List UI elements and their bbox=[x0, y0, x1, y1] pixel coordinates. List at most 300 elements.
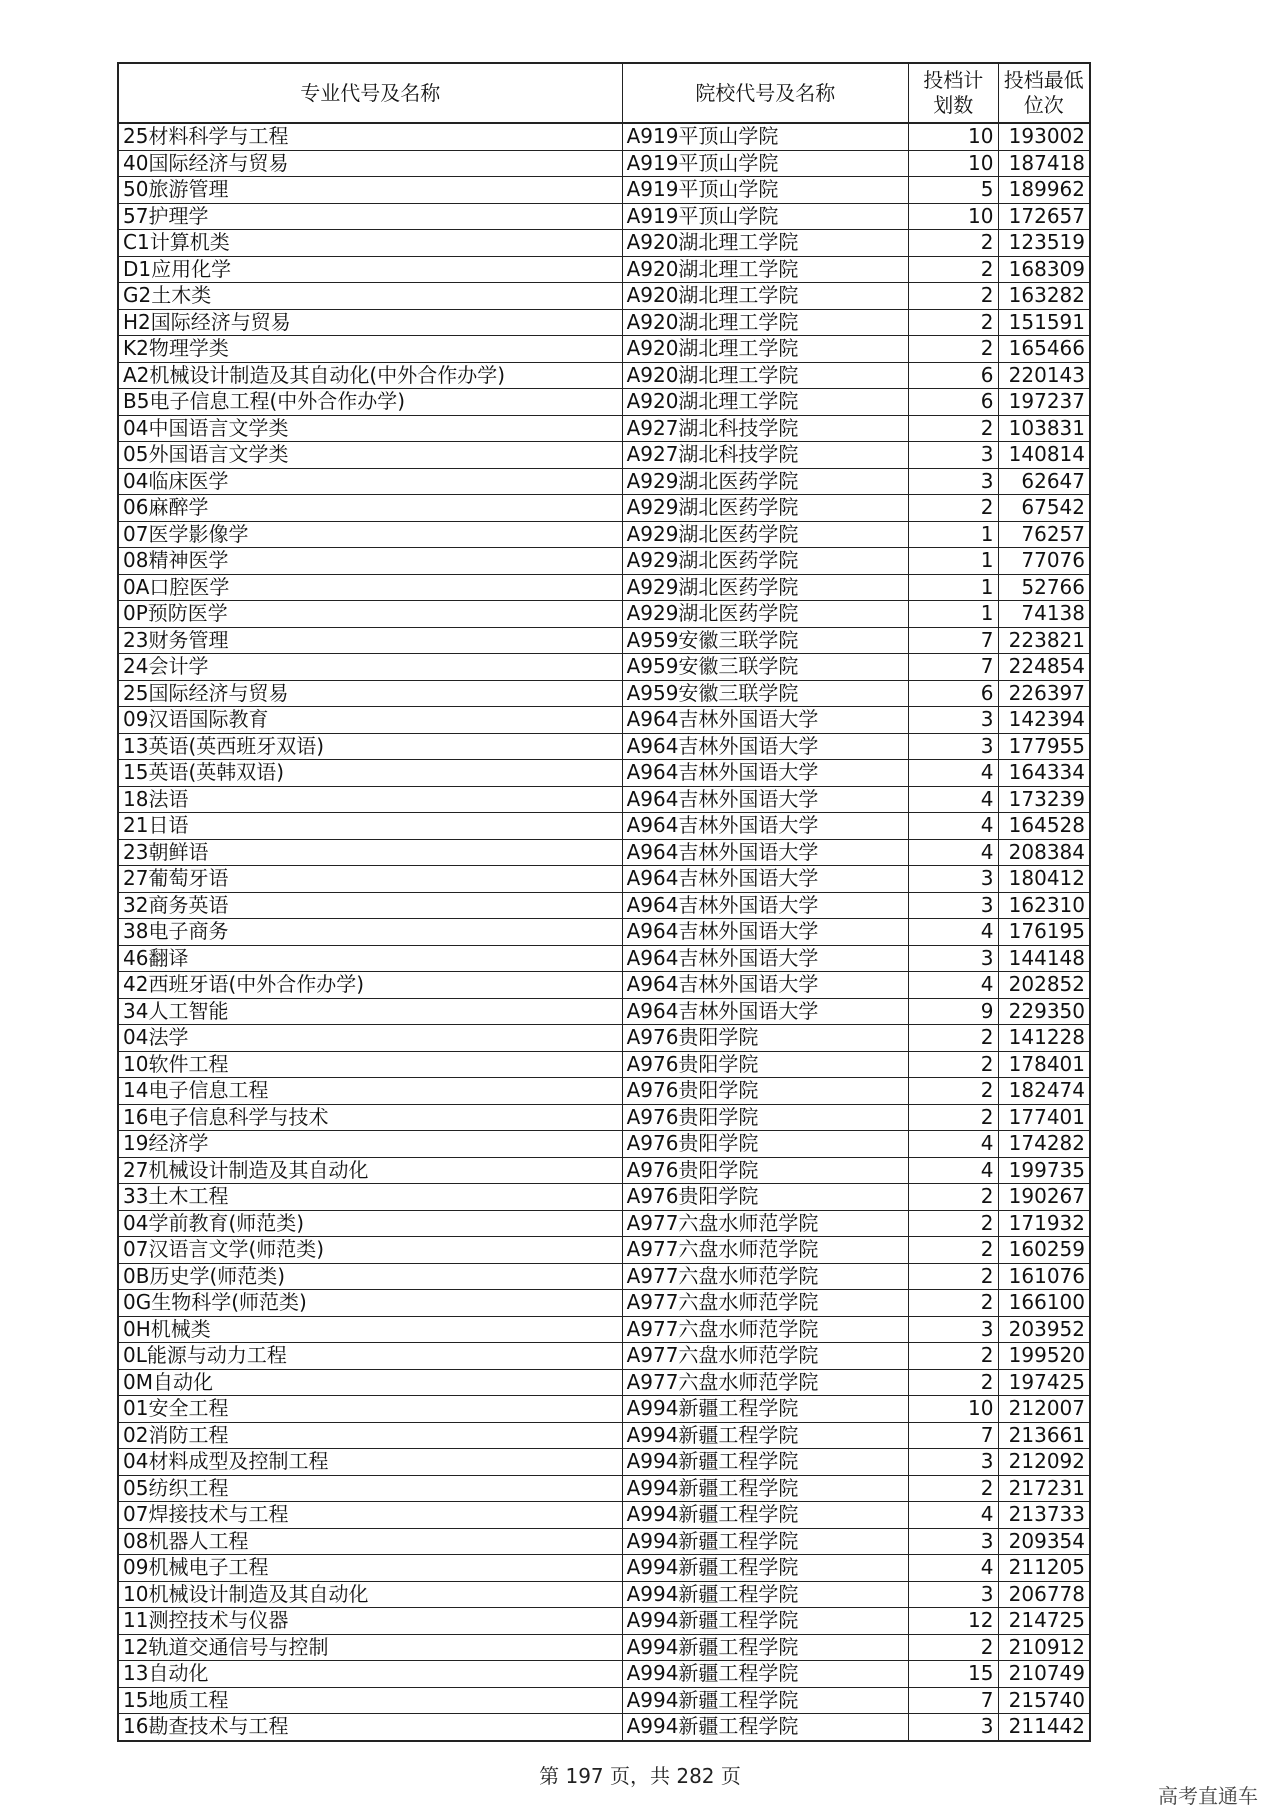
cell-major: 07医学影像学 bbox=[118, 521, 622, 548]
cell-school: A964吉林外国语大学 bbox=[622, 945, 908, 972]
cell-school: A919平顶山学院 bbox=[622, 123, 908, 150]
table-row bbox=[118, 839, 1090, 866]
cell-major: 08机器人工程 bbox=[118, 1528, 622, 1555]
cell-school: A976贵阳学院 bbox=[622, 1184, 908, 1211]
table-row bbox=[118, 1528, 1090, 1555]
cell-school: A994新疆工程学院 bbox=[622, 1634, 908, 1661]
cell-major: 09机械电子工程 bbox=[118, 1555, 622, 1582]
cell-plan: 3 bbox=[909, 1581, 998, 1608]
cell-major: 24会计学 bbox=[118, 654, 622, 681]
table-row bbox=[118, 972, 1090, 999]
cell-major: 0M自动化 bbox=[118, 1369, 622, 1396]
cell-major: 27机械设计制造及其自动化 bbox=[118, 1157, 622, 1184]
cell-school: A976贵阳学院 bbox=[622, 1131, 908, 1158]
cell-rank: 215740 bbox=[998, 1687, 1090, 1714]
table-row bbox=[118, 468, 1090, 495]
table-row bbox=[118, 415, 1090, 442]
cell-rank: 178401 bbox=[998, 1051, 1090, 1078]
cell-plan: 4 bbox=[909, 919, 998, 946]
table-row bbox=[118, 1581, 1090, 1608]
table-row bbox=[118, 1661, 1090, 1688]
cell-major: 40国际经济与贸易 bbox=[118, 150, 622, 177]
cell-major: 10软件工程 bbox=[118, 1051, 622, 1078]
cell-rank: 182474 bbox=[998, 1078, 1090, 1105]
cell-plan: 2 bbox=[909, 1237, 998, 1264]
cell-plan: 2 bbox=[909, 256, 998, 283]
table-row bbox=[118, 548, 1090, 575]
cell-rank: 165466 bbox=[998, 336, 1090, 363]
cell-rank: 160259 bbox=[998, 1237, 1090, 1264]
cell-major: 57护理学 bbox=[118, 203, 622, 230]
cell-school: A929湖北医药学院 bbox=[622, 601, 908, 628]
cell-major: K2物理学类 bbox=[118, 336, 622, 363]
table-row bbox=[118, 760, 1090, 787]
cell-plan: 4 bbox=[909, 1555, 998, 1582]
cell-school: A959安徽三联学院 bbox=[622, 680, 908, 707]
cell-plan: 7 bbox=[909, 1687, 998, 1714]
table-row bbox=[118, 150, 1090, 177]
cell-plan: 4 bbox=[909, 786, 998, 813]
cell-rank: 177955 bbox=[998, 733, 1090, 760]
cell-major: 04材料成型及控制工程 bbox=[118, 1449, 622, 1476]
cell-plan: 4 bbox=[909, 813, 998, 840]
cell-school: A977六盘水师范学院 bbox=[622, 1316, 908, 1343]
cell-school: A976贵阳学院 bbox=[622, 1051, 908, 1078]
header-school: 院校代号及名称 bbox=[622, 63, 908, 123]
cell-rank: 141228 bbox=[998, 1025, 1090, 1052]
cell-plan: 10 bbox=[909, 203, 998, 230]
cell-major: C1计算机类 bbox=[118, 230, 622, 257]
table-row bbox=[118, 1157, 1090, 1184]
cell-plan: 4 bbox=[909, 972, 998, 999]
cell-major: H2国际经济与贸易 bbox=[118, 309, 622, 336]
cell-school: A994新疆工程学院 bbox=[622, 1608, 908, 1635]
cell-rank: 173239 bbox=[998, 786, 1090, 813]
table-row bbox=[118, 123, 1090, 150]
cell-school: A964吉林外国语大学 bbox=[622, 733, 908, 760]
table-row bbox=[118, 680, 1090, 707]
cell-plan: 3 bbox=[909, 442, 998, 469]
table-row bbox=[118, 998, 1090, 1025]
cell-school: A919平顶山学院 bbox=[622, 150, 908, 177]
cell-major: 04临床医学 bbox=[118, 468, 622, 495]
cell-plan: 10 bbox=[909, 150, 998, 177]
table-row bbox=[118, 362, 1090, 389]
table-row bbox=[118, 654, 1090, 681]
cell-school: A994新疆工程学院 bbox=[622, 1555, 908, 1582]
cell-rank: 217231 bbox=[998, 1475, 1090, 1502]
cell-school: A920湖北理工学院 bbox=[622, 309, 908, 336]
table-row bbox=[118, 256, 1090, 283]
cell-major: A2机械设计制造及其自动化(中外合作办学) bbox=[118, 362, 622, 389]
table-row bbox=[118, 919, 1090, 946]
cell-rank: 220143 bbox=[998, 362, 1090, 389]
cell-school: A964吉林外国语大学 bbox=[622, 760, 908, 787]
cell-plan: 3 bbox=[909, 945, 998, 972]
cell-school: A977六盘水师范学院 bbox=[622, 1263, 908, 1290]
table-row bbox=[118, 1343, 1090, 1370]
cell-plan: 3 bbox=[909, 733, 998, 760]
cell-major: 23朝鲜语 bbox=[118, 839, 622, 866]
cell-rank: 224854 bbox=[998, 654, 1090, 681]
cell-school: A994新疆工程学院 bbox=[622, 1714, 908, 1741]
header-rank-line2: 位次 bbox=[1023, 93, 1064, 117]
cell-major: 0L能源与动力工程 bbox=[118, 1343, 622, 1370]
cell-school: A994新疆工程学院 bbox=[622, 1687, 908, 1714]
cell-major: 0P预防医学 bbox=[118, 601, 622, 628]
cell-school: A964吉林外国语大学 bbox=[622, 998, 908, 1025]
cell-major: 14电子信息工程 bbox=[118, 1078, 622, 1105]
cell-rank: 62647 bbox=[998, 468, 1090, 495]
table-row bbox=[118, 389, 1090, 416]
table-row bbox=[118, 177, 1090, 204]
table-row bbox=[118, 1449, 1090, 1476]
cell-rank: 226397 bbox=[998, 680, 1090, 707]
cell-plan: 2 bbox=[909, 1051, 998, 1078]
table-row bbox=[118, 892, 1090, 919]
table-row bbox=[118, 1555, 1090, 1582]
cell-rank: 144148 bbox=[998, 945, 1090, 972]
cell-school: A920湖北理工学院 bbox=[622, 362, 908, 389]
cell-rank: 140814 bbox=[998, 442, 1090, 469]
cell-rank: 199520 bbox=[998, 1343, 1090, 1370]
cell-plan: 3 bbox=[909, 1528, 998, 1555]
cell-school: A927湖北科技学院 bbox=[622, 415, 908, 442]
cell-school: A977六盘水师范学院 bbox=[622, 1210, 908, 1237]
cell-major: 50旅游管理 bbox=[118, 177, 622, 204]
cell-school: A964吉林外国语大学 bbox=[622, 919, 908, 946]
watermark-text: 高考直通车 bbox=[1158, 1784, 1258, 1808]
cell-school: A964吉林外国语大学 bbox=[622, 892, 908, 919]
table-row bbox=[118, 601, 1090, 628]
cell-rank: 162310 bbox=[998, 892, 1090, 919]
cell-school: A929湖北医药学院 bbox=[622, 495, 908, 522]
cell-major: 01安全工程 bbox=[118, 1396, 622, 1423]
cell-school: A994新疆工程学院 bbox=[622, 1422, 908, 1449]
cell-major: 05纺织工程 bbox=[118, 1475, 622, 1502]
cell-school: A920湖北理工学院 bbox=[622, 256, 908, 283]
cell-plan: 2 bbox=[909, 1210, 998, 1237]
cell-rank: 199735 bbox=[998, 1157, 1090, 1184]
cell-plan: 4 bbox=[909, 1131, 998, 1158]
cell-rank: 212092 bbox=[998, 1449, 1090, 1476]
cell-rank: 187418 bbox=[998, 150, 1090, 177]
cell-school: A977六盘水师范学院 bbox=[622, 1290, 908, 1317]
cell-school: A964吉林外国语大学 bbox=[622, 866, 908, 893]
cell-school: A994新疆工程学院 bbox=[622, 1581, 908, 1608]
cell-rank: 214725 bbox=[998, 1608, 1090, 1635]
cell-plan: 7 bbox=[909, 1422, 998, 1449]
cell-major: 05外国语言文学类 bbox=[118, 442, 622, 469]
table-row bbox=[118, 574, 1090, 601]
cell-rank: 164334 bbox=[998, 760, 1090, 787]
cell-major: 15地质工程 bbox=[118, 1687, 622, 1714]
cell-school: A994新疆工程学院 bbox=[622, 1475, 908, 1502]
cell-school: A964吉林外国语大学 bbox=[622, 813, 908, 840]
cell-school: A994新疆工程学院 bbox=[622, 1528, 908, 1555]
cell-major: 07焊接技术与工程 bbox=[118, 1502, 622, 1529]
cell-plan: 2 bbox=[909, 283, 998, 310]
table-row bbox=[118, 1025, 1090, 1052]
cell-plan: 9 bbox=[909, 998, 998, 1025]
table-row bbox=[118, 1634, 1090, 1661]
cell-major: 09汉语国际教育 bbox=[118, 707, 622, 734]
cell-rank: 164528 bbox=[998, 813, 1090, 840]
cell-rank: 203952 bbox=[998, 1316, 1090, 1343]
cell-school: A976贵阳学院 bbox=[622, 1025, 908, 1052]
cell-school: A994新疆工程学院 bbox=[622, 1661, 908, 1688]
cell-rank: 193002 bbox=[998, 123, 1090, 150]
cell-plan: 2 bbox=[909, 1025, 998, 1052]
header-plan bbox=[909, 63, 998, 123]
cell-rank: 74138 bbox=[998, 601, 1090, 628]
cell-school: A959安徽三联学院 bbox=[622, 654, 908, 681]
cell-school: A964吉林外国语大学 bbox=[622, 786, 908, 813]
cell-major: 11测控技术与仪器 bbox=[118, 1608, 622, 1635]
cell-major: 32商务英语 bbox=[118, 892, 622, 919]
table-row bbox=[118, 203, 1090, 230]
cell-rank: 210912 bbox=[998, 1634, 1090, 1661]
cell-major: 10机械设计制造及其自动化 bbox=[118, 1581, 622, 1608]
table-row bbox=[118, 866, 1090, 893]
cell-rank: 213733 bbox=[998, 1502, 1090, 1529]
cell-plan: 7 bbox=[909, 627, 998, 654]
cell-plan: 3 bbox=[909, 1316, 998, 1343]
cell-school: A977六盘水师范学院 bbox=[622, 1343, 908, 1370]
table-row bbox=[118, 495, 1090, 522]
cell-major: G2土木类 bbox=[118, 283, 622, 310]
cell-major: 06麻醉学 bbox=[118, 495, 622, 522]
header-plan-line1: 投档计 bbox=[923, 68, 984, 92]
cell-rank: 208384 bbox=[998, 839, 1090, 866]
cell-plan: 3 bbox=[909, 1714, 998, 1741]
cell-major: 07汉语言文学(师范类) bbox=[118, 1237, 622, 1264]
cell-plan: 10 bbox=[909, 1396, 998, 1423]
cell-plan: 4 bbox=[909, 1157, 998, 1184]
cell-rank: 211205 bbox=[998, 1555, 1090, 1582]
cell-major: 27葡萄牙语 bbox=[118, 866, 622, 893]
cell-major: 15英语(英韩双语) bbox=[118, 760, 622, 787]
table-row bbox=[118, 442, 1090, 469]
cell-plan: 15 bbox=[909, 1661, 998, 1688]
cell-rank: 223821 bbox=[998, 627, 1090, 654]
cell-school: A964吉林外国语大学 bbox=[622, 839, 908, 866]
table-row bbox=[118, 336, 1090, 363]
table-row bbox=[118, 707, 1090, 734]
table-row bbox=[118, 1714, 1090, 1741]
cell-rank: 197237 bbox=[998, 389, 1090, 416]
cell-major: 16勘查技术与工程 bbox=[118, 1714, 622, 1741]
cell-rank: 172657 bbox=[998, 203, 1090, 230]
table-row bbox=[118, 1475, 1090, 1502]
header-rank-line1: 投档最低 bbox=[1003, 68, 1084, 92]
cell-plan: 1 bbox=[909, 521, 998, 548]
cell-rank: 177401 bbox=[998, 1104, 1090, 1131]
cell-plan: 2 bbox=[909, 1369, 998, 1396]
cell-plan: 3 bbox=[909, 468, 998, 495]
cell-plan: 3 bbox=[909, 1449, 998, 1476]
table-row bbox=[118, 309, 1090, 336]
cell-major: 02消防工程 bbox=[118, 1422, 622, 1449]
cell-rank: 209354 bbox=[998, 1528, 1090, 1555]
cell-major: 23财务管理 bbox=[118, 627, 622, 654]
cell-major: 18法语 bbox=[118, 786, 622, 813]
cell-plan: 2 bbox=[909, 230, 998, 257]
cell-plan: 6 bbox=[909, 389, 998, 416]
cell-rank: 67542 bbox=[998, 495, 1090, 522]
table-header bbox=[118, 63, 1090, 123]
header-plan-line2: 划数 bbox=[933, 93, 974, 117]
table-row bbox=[118, 1687, 1090, 1714]
cell-school: A920湖北理工学院 bbox=[622, 336, 908, 363]
cell-plan: 2 bbox=[909, 1263, 998, 1290]
cell-plan: 1 bbox=[909, 574, 998, 601]
cell-plan: 4 bbox=[909, 1502, 998, 1529]
cell-major: 04法学 bbox=[118, 1025, 622, 1052]
cell-rank: 77076 bbox=[998, 548, 1090, 575]
cell-school: A920湖北理工学院 bbox=[622, 230, 908, 257]
cell-school: A977六盘水师范学院 bbox=[622, 1369, 908, 1396]
cell-school: A929湖北医药学院 bbox=[622, 574, 908, 601]
cell-plan: 6 bbox=[909, 362, 998, 389]
cell-rank: 174282 bbox=[998, 1131, 1090, 1158]
cell-rank: 189962 bbox=[998, 177, 1090, 204]
cell-school: A919平顶山学院 bbox=[622, 177, 908, 204]
cell-major: 33土木工程 bbox=[118, 1184, 622, 1211]
cell-plan: 10 bbox=[909, 123, 998, 150]
cell-school: A919平顶山学院 bbox=[622, 203, 908, 230]
cell-plan: 2 bbox=[909, 1078, 998, 1105]
cell-rank: 212007 bbox=[998, 1396, 1090, 1423]
cell-major: 46翻译 bbox=[118, 945, 622, 972]
cell-rank: 171932 bbox=[998, 1210, 1090, 1237]
cell-plan: 2 bbox=[909, 1184, 998, 1211]
page-number: 第 197 页，共 282 页 bbox=[539, 1764, 741, 1788]
table-row bbox=[118, 1078, 1090, 1105]
table-row bbox=[118, 1316, 1090, 1343]
table-row bbox=[118, 283, 1090, 310]
cell-rank: 166100 bbox=[998, 1290, 1090, 1317]
cell-plan: 3 bbox=[909, 866, 998, 893]
cell-major: 0G生物科学(师范类) bbox=[118, 1290, 622, 1317]
cell-plan: 7 bbox=[909, 654, 998, 681]
cell-major: 04学前教育(师范类) bbox=[118, 1210, 622, 1237]
cell-major: 04中国语言文学类 bbox=[118, 415, 622, 442]
header-row bbox=[118, 63, 1090, 123]
table-row bbox=[118, 1184, 1090, 1211]
cell-major: 25国际经济与贸易 bbox=[118, 680, 622, 707]
cell-plan: 2 bbox=[909, 1343, 998, 1370]
table-row bbox=[118, 1210, 1090, 1237]
cell-school: A976贵阳学院 bbox=[622, 1078, 908, 1105]
table-row bbox=[118, 627, 1090, 654]
cell-rank: 142394 bbox=[998, 707, 1090, 734]
cell-rank: 161076 bbox=[998, 1263, 1090, 1290]
cell-school: A976贵阳学院 bbox=[622, 1104, 908, 1131]
cell-plan: 2 bbox=[909, 336, 998, 363]
cell-rank: 190267 bbox=[998, 1184, 1090, 1211]
table-row bbox=[118, 786, 1090, 813]
cell-school: A994新疆工程学院 bbox=[622, 1502, 908, 1529]
cell-rank: 213661 bbox=[998, 1422, 1090, 1449]
cell-plan: 3 bbox=[909, 892, 998, 919]
table-row bbox=[118, 1263, 1090, 1290]
cell-major: 13英语(英西班牙双语) bbox=[118, 733, 622, 760]
cell-rank: 168309 bbox=[998, 256, 1090, 283]
cell-plan: 5 bbox=[909, 177, 998, 204]
cell-school: A920湖北理工学院 bbox=[622, 283, 908, 310]
cell-rank: 206778 bbox=[998, 1581, 1090, 1608]
cell-school: A964吉林外国语大学 bbox=[622, 972, 908, 999]
cell-plan: 2 bbox=[909, 309, 998, 336]
cell-rank: 229350 bbox=[998, 998, 1090, 1025]
cell-major: D1应用化学 bbox=[118, 256, 622, 283]
cell-rank: 176195 bbox=[998, 919, 1090, 946]
cell-school: A920湖北理工学院 bbox=[622, 389, 908, 416]
cell-rank: 210749 bbox=[998, 1661, 1090, 1688]
cell-major: 25材料科学与工程 bbox=[118, 123, 622, 150]
cell-major: 21日语 bbox=[118, 813, 622, 840]
cell-plan: 2 bbox=[909, 415, 998, 442]
cell-rank: 202852 bbox=[998, 972, 1090, 999]
cell-major: 0B历史学(师范类) bbox=[118, 1263, 622, 1290]
table-body bbox=[118, 123, 1090, 1741]
cell-rank: 180412 bbox=[998, 866, 1090, 893]
table-row bbox=[118, 1608, 1090, 1635]
cell-plan: 2 bbox=[909, 495, 998, 522]
cell-school: A976贵阳学院 bbox=[622, 1157, 908, 1184]
table-row bbox=[118, 1396, 1090, 1423]
cell-major: 16电子信息科学与技术 bbox=[118, 1104, 622, 1131]
cell-rank: 103831 bbox=[998, 415, 1090, 442]
cell-plan: 4 bbox=[909, 839, 998, 866]
cell-plan: 12 bbox=[909, 1608, 998, 1635]
cell-rank: 197425 bbox=[998, 1369, 1090, 1396]
cell-plan: 1 bbox=[909, 548, 998, 575]
header-rank bbox=[998, 63, 1090, 123]
cell-plan: 2 bbox=[909, 1104, 998, 1131]
cell-major: 12轨道交通信号与控制 bbox=[118, 1634, 622, 1661]
cell-plan: 1 bbox=[909, 601, 998, 628]
table-row bbox=[118, 1290, 1090, 1317]
cell-major: B5电子信息工程(中外合作办学) bbox=[118, 389, 622, 416]
cell-rank: 163282 bbox=[998, 283, 1090, 310]
cell-major: 13自动化 bbox=[118, 1661, 622, 1688]
cell-major: 38电子商务 bbox=[118, 919, 622, 946]
table-row bbox=[118, 1502, 1090, 1529]
cell-school: A959安徽三联学院 bbox=[622, 627, 908, 654]
cell-school: A929湖北医药学院 bbox=[622, 521, 908, 548]
header-major: 专业代号及名称 bbox=[118, 63, 622, 123]
cell-major: 0A口腔医学 bbox=[118, 574, 622, 601]
cell-school: A927湖北科技学院 bbox=[622, 442, 908, 469]
cell-school: A994新疆工程学院 bbox=[622, 1396, 908, 1423]
cell-major: 0H机械类 bbox=[118, 1316, 622, 1343]
table-row bbox=[118, 1237, 1090, 1264]
cell-school: A929湖北医药学院 bbox=[622, 468, 908, 495]
cell-plan: 2 bbox=[909, 1475, 998, 1502]
cell-rank: 123519 bbox=[998, 230, 1090, 257]
table-row bbox=[118, 945, 1090, 972]
cell-school: A964吉林外国语大学 bbox=[622, 707, 908, 734]
cell-plan: 4 bbox=[909, 760, 998, 787]
cell-major: 34人工智能 bbox=[118, 998, 622, 1025]
table-row bbox=[118, 1104, 1090, 1131]
cell-major: 19经济学 bbox=[118, 1131, 622, 1158]
cell-major: 08精神医学 bbox=[118, 548, 622, 575]
table-row bbox=[118, 1051, 1090, 1078]
table-row bbox=[118, 1422, 1090, 1449]
